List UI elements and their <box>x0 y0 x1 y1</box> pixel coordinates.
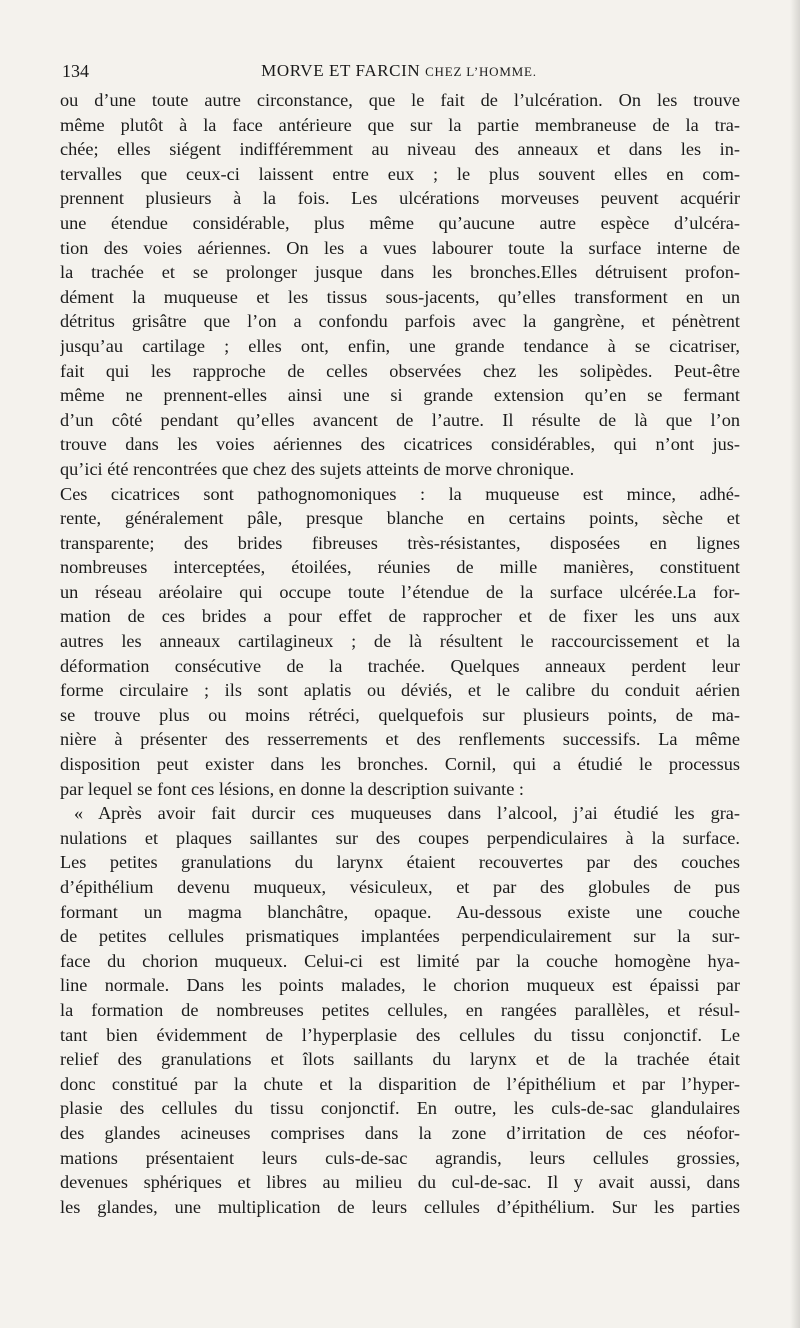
text-line: se trouve plus ou moins rétréci, quelquefois sur plusieurs points, de ma- <box>60 704 740 725</box>
text-line: détritus grisâtre que l’on a confondu parfois avec la gangrène, et pénètrent <box>60 311 740 332</box>
body-text <box>60 88 740 1219</box>
text-line: déformation consécutive de la trachée. Quelques anneaux perdent leur <box>60 655 740 676</box>
text-line: face du chorion muqueux. Celui-ci est limité par la couche homogène hya- <box>60 950 740 971</box>
text-line: formant un magma blanchâtre, opaque. Au-dessous existe une couche <box>60 901 740 922</box>
text-line: Ces cicatrices sont pathognomoniques : la muqueuse est mince, adhé- <box>60 483 740 504</box>
text-line: d’épithélium devenu muqueux, vésiculeux, et par des globules de pus <box>60 877 740 897</box>
text-line: tant bien évidemment de l’hyperplasie des cellules du tissu conjonctif. Le <box>60 1024 740 1045</box>
text-line: prennent plusieurs à la fois. Les ulcérations morveuses peuvent acquérir <box>60 188 740 209</box>
text-line: chée; elles siégent indifféremment au niveau des anneaux et dans les in- <box>60 139 740 160</box>
text-line: autres les anneaux cartilagineux ; de là résultent le raccourcissement et la <box>60 631 740 652</box>
text-line: relief des granulations et îlots saillants du larynx et de la trachée était <box>60 1049 740 1070</box>
text-line: mation de ces brides a pour effet de rapprocher et de fixer les uns aux <box>60 606 740 627</box>
text-line: line normale. Dans les points malades, le chorion muqueux est épaissi par <box>60 975 740 996</box>
text-line: d’un côté pendant qu’elles avancent de l’autre. Il résulte de là que l’on <box>60 409 740 430</box>
text-line: disposition peut exister dans les bronches. Cornil, qui a étudié le processus <box>60 754 740 775</box>
text-line: même ne prennent-elles ainsi une si grande extension qu’en se fermant <box>60 385 740 406</box>
text-line: nombreuses interceptées, étoilées, réunies de mille manières, constituent <box>60 557 740 578</box>
page-number: 134 <box>62 61 89 81</box>
text-line: tion des voies aériennes. On les a vues labourer toute la surface interne de <box>60 237 740 258</box>
text-line: rente, généralement pâle, presque blanche en certains points, sèche et <box>60 508 740 529</box>
text-line: un réseau aréolaire qui occupe toute l’étendue de la surface ulcérée.La for- <box>60 581 740 602</box>
text-line: de petites cellules prismatiques implantées perpendiculairement sur la sur- <box>60 926 740 947</box>
text-line: ou d’une toute autre circonstance, que le fait de l’ulcération. On les trouve <box>60 90 740 110</box>
text-line: qu’ici été rencontrées que chez des sujets atteints de morve chronique. <box>60 458 575 479</box>
running-title-main: MORVE ET FARCIN <box>261 61 421 80</box>
text-line: dément la muqueuse et les tissus sous-jacents, qu’elles transforment en un <box>60 286 740 307</box>
text-line: fait qui les rapproche de celles observées chez les solipèdes. Peut-être <box>60 360 740 381</box>
page-gutter-shadow <box>790 0 800 1328</box>
text-line: forme circulaire ; ils sont aplatis ou déviés, et le calibre du conduit aérien <box>60 680 740 701</box>
text-line: transparente; des brides fibreuses très-résistantes, disposées en lignes <box>60 532 740 553</box>
text-line: la formation de nombreuses petites cellules, en rangées parallèles, et résul- <box>60 999 740 1020</box>
text-line: une étendue considérable, plus même qu’aucune autre espèce d’ulcéra- <box>60 212 740 233</box>
text-line: jusqu’au cartilage ; elles ont, enfin, une grande tendance à se cicatriser, <box>60 335 740 356</box>
text-line: « Après avoir fait durcir ces muqueuses dans l’alcool, j’ai étudié les gra- <box>74 803 740 824</box>
text-line: nière à présenter des resserrements et des renflements successifs. La même <box>60 729 740 750</box>
text-line: des glandes acineuses comprises dans la zone d’irritation de ces néofor- <box>60 1122 740 1143</box>
running-title-small: CHEZ L’HOMME. <box>425 64 537 79</box>
text-line: par lequel se font ces lésions, en donne la description suivante : <box>60 778 525 799</box>
text-line: nulations et plaques saillantes sur des coupes perpendiculaires à la surface. <box>60 827 740 848</box>
text-line: Les petites granulations du larynx étaient recouvertes par des couches <box>60 852 740 873</box>
text-line: les glandes, une multiplication de leurs cellules d’épithélium. Sur les parties <box>60 1196 740 1217</box>
running-title <box>60 58 738 85</box>
text-line: tervalles que ceux-ci laissent entre eux ; le plus souvent elles en com- <box>60 163 740 184</box>
text-line: donc constitué par la chute et la disparition de l’épithélium et par l’hyper- <box>60 1073 740 1094</box>
text-line: mations présentaient leurs culs-de-sac agrandis, leurs cellules grossies, <box>60 1147 740 1168</box>
text-line: plasie des cellules du tissu conjonctif. En outre, les culs-de-sac glandulaires <box>60 1098 740 1119</box>
text-line: devenues sphériques et libres au milieu du cul-de-sac. Il y avait aussi, dans <box>60 1172 740 1193</box>
text-line: trouve dans les voies aériennes des cicatrices considérables, qui n’ont jus- <box>60 434 740 455</box>
text-line: la trachée et se prolonger jusque dans les bronches.Elles détruisent profon- <box>60 262 740 283</box>
running-header <box>60 58 738 88</box>
text-line: même plutôt à la face antérieure que sur la partie membraneuse de la tra- <box>60 114 740 135</box>
